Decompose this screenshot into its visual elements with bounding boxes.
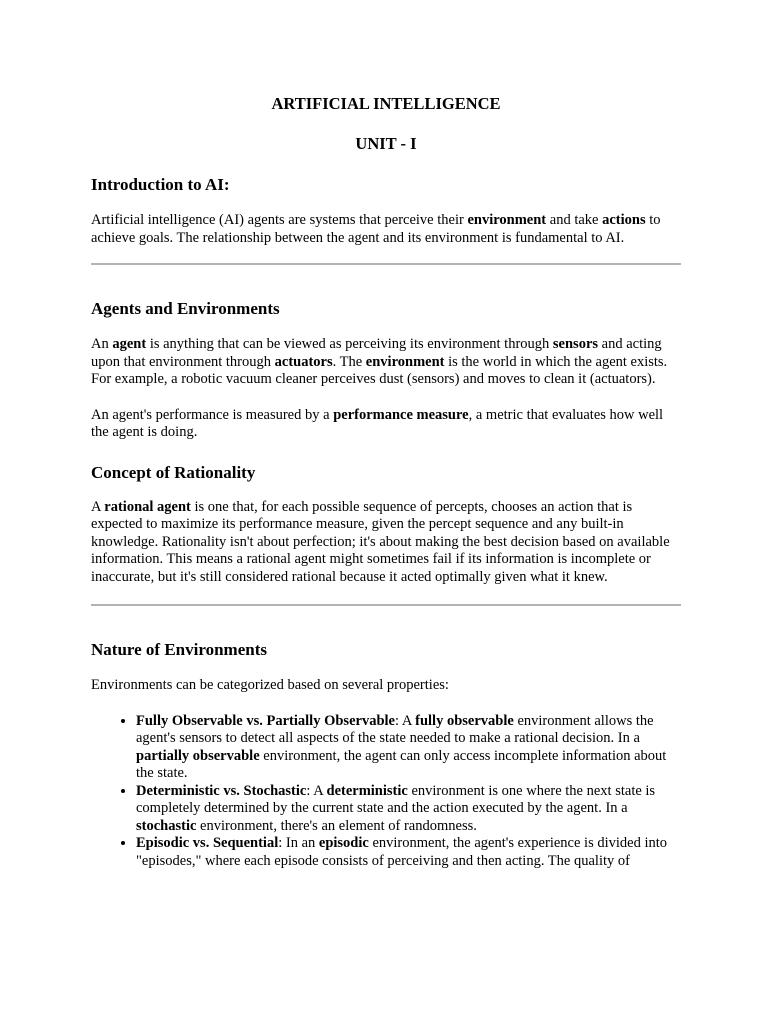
text-run: is the world in which the agent exists. For example, a robotic vacuum cleaner perceives dust (sensors) and moves to clean it (actuators). (91, 353, 668, 387)
document-content (91, 94, 681, 870)
bold-term: actuators (274, 353, 333, 370)
bold-term: agent (112, 336, 147, 352)
text-run: environment, the agent's experience is divided into "episodes," where each episode consists of perceiving and then acting. The quality of (136, 835, 668, 869)
text-run: , a metric that evaluates how well the agent is doing. (91, 406, 664, 440)
text-run: : A (394, 712, 416, 729)
section-heading-agents: Agents and Environments (91, 299, 280, 318)
bold-term: stochastic (136, 817, 197, 834)
text-run: An agent's performance is measured by a (91, 406, 334, 423)
list-item (136, 783, 681, 836)
performance-paragraph (91, 407, 681, 442)
bold-term: environment (365, 353, 445, 370)
bold-term: deterministic (326, 782, 408, 799)
agents-paragraph (91, 336, 681, 389)
bold-term: performance measure (333, 406, 469, 423)
text-run: is one that, for each possible sequence of percepts, chooses an action that is expected to maximize its performance measure, given the percept sequence and any built-in knowledge. Rationality isn't about perfection; it's about making the best decision based on available information. This means a rational agent might sometimes fail if its information is incomplete or inaccurate, but it's still considered rational because it acted optimally given what it knew. (91, 498, 670, 585)
text-run: . The (332, 353, 366, 370)
bold-term: partially observable (136, 747, 260, 764)
bold-term: actions (602, 212, 646, 228)
property-term: Deterministic vs. Stochastic (136, 782, 307, 799)
document-title: ARTIFICIAL INTELLIGENCE (271, 94, 501, 113)
list-item (136, 835, 681, 870)
section-heading-rationality: Concept of Rationality (91, 462, 256, 482)
section-divider (91, 263, 681, 265)
environment-properties-list (91, 713, 681, 871)
text-run: environment, the agent can only access incomplete information about the state. (136, 747, 667, 781)
text-run: environment is one where the next state is completely determined by the current state and the action executed by the agent. In a (136, 782, 656, 816)
rationality-paragraph (91, 499, 681, 587)
text-run: environment allows the agent's sensors to detect all aspects of the state needed to make a rational decision. In a (136, 712, 654, 746)
section-divider (91, 604, 681, 606)
property-term: Episodic vs. Sequential (136, 835, 279, 851)
text-run: Artificial intelligence (AI) agents are systems that perceive their (91, 212, 468, 228)
text-run: environment, there's an element of randomness. (196, 817, 477, 834)
section-heading-nature: Nature of Environments (91, 640, 267, 659)
bold-term: sensors (552, 336, 599, 352)
list-item (136, 713, 681, 783)
text-run: : In an (278, 835, 319, 851)
bold-term: episodic (318, 835, 369, 851)
text-run: is anything that can be viewed as perceiving its environment through (146, 336, 553, 352)
bold-term: environment (467, 212, 547, 228)
property-term: Fully Observable vs. Partially Observable (136, 712, 395, 729)
text-run: : A (306, 782, 327, 799)
bold-term: rational agent (104, 498, 191, 515)
nature-intro-paragraph: Environments can be categorized based on several properties: (91, 677, 449, 693)
text-run: An (91, 336, 113, 352)
intro-paragraph (91, 212, 681, 247)
text-run: A (91, 498, 105, 515)
bold-term: fully observable (415, 712, 514, 729)
text-run: to achieve goals. The relationship between the agent and its environment is fundamental to AI. (91, 212, 661, 246)
text-run: and take (546, 212, 603, 228)
section-heading-intro: Introduction to AI: (91, 175, 230, 194)
unit-heading: UNIT - I (355, 134, 417, 153)
text-run: and acting upon that environment through (91, 336, 662, 370)
